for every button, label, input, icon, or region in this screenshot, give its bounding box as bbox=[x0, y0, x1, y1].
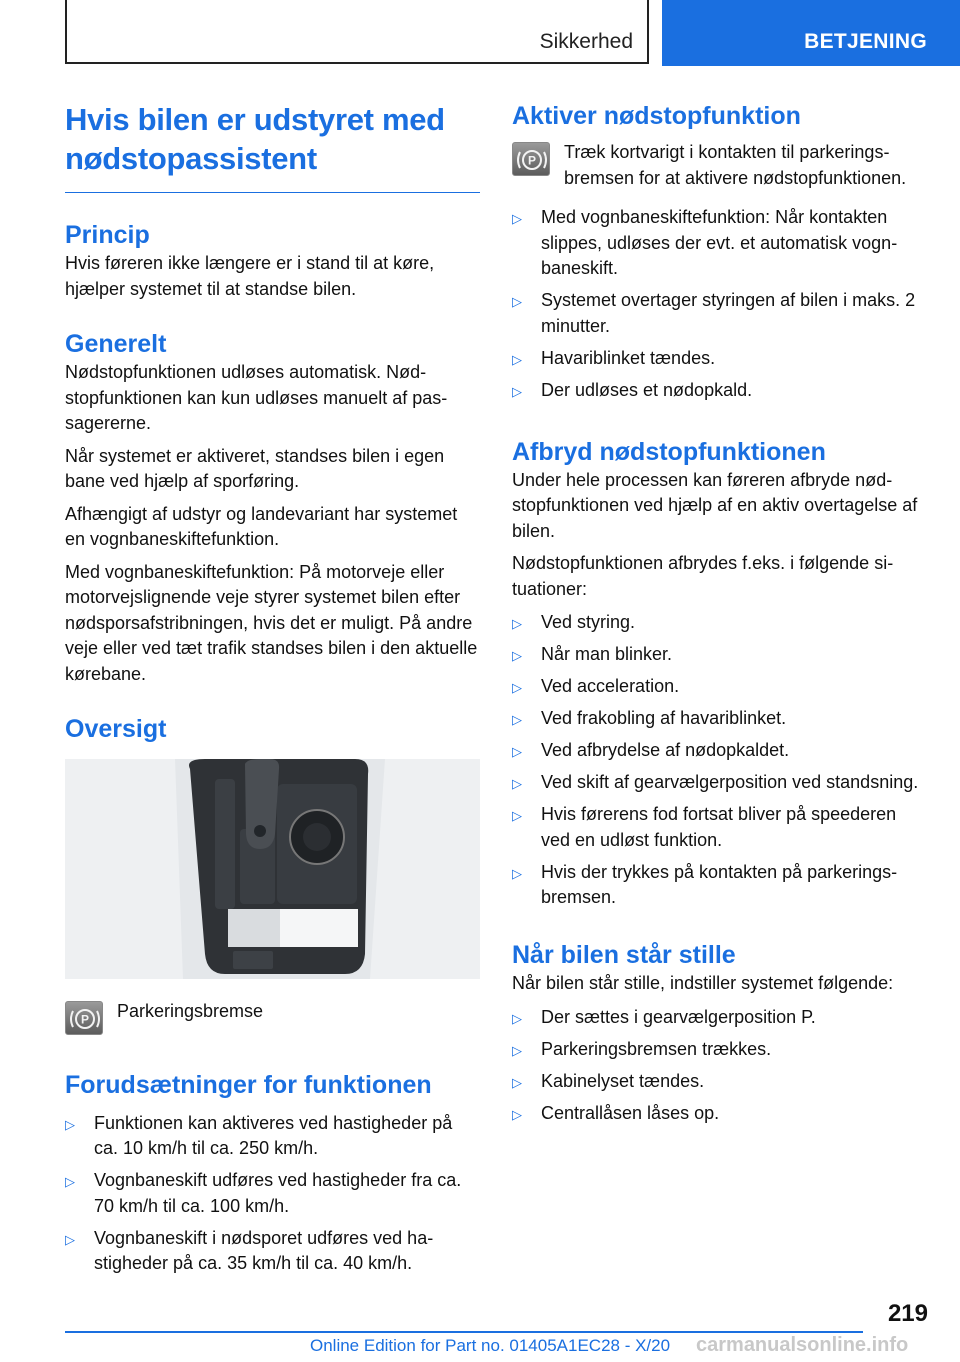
list-item: ▷ Funktionen kan aktiveres ved hastigheder på ca. 10 km/h til ca. 250 km/h. bbox=[65, 1112, 453, 1158]
forudsaetninger-list bbox=[65, 1111, 480, 1277]
right-column bbox=[512, 100, 930, 1133]
page-number: 219 bbox=[887, 1300, 928, 1327]
triangle-bullet-icon: ▷ bbox=[512, 648, 522, 663]
afbryd-heading: Afbryd nødstopfunktionen bbox=[512, 437, 826, 466]
page-title: Hvis bilen er udstyret med nødstopassistent bbox=[65, 102, 445, 176]
generelt-heading: Generelt bbox=[65, 330, 167, 358]
section-tab-label: Sikkerhed bbox=[539, 30, 633, 53]
list-item: ▷ Ved acceleration. bbox=[512, 674, 930, 700]
triangle-bullet-icon: ▷ bbox=[512, 808, 522, 823]
center-console-photo bbox=[65, 759, 480, 979]
edition-text: Online Edition for Part no. 01405A1EC28 - X/20 bbox=[310, 1336, 671, 1355]
parking-brake-icon bbox=[65, 1001, 103, 1035]
triangle-bullet-icon: ▷ bbox=[512, 383, 522, 399]
triangle-bullet-icon: ▷ bbox=[512, 294, 522, 309]
oversigt-heading: Oversigt bbox=[65, 715, 167, 743]
left-column bbox=[65, 100, 480, 1283]
triangle-bullet-icon: ▷ bbox=[512, 1074, 522, 1090]
generelt-paragraph-4: Med vognbaneskiftefunktion: På motorveje eller motorvejslignende veje styrer systemet bilen efter nødsporsafstribningen, hvis det er muligt. På andre veje eller ved tæt trafik standses bilen i den aktuelle kørebane. bbox=[65, 561, 478, 684]
list-item: ▷ Med vognbaneskiftefunktion: Når kontakten slippes, udløses der evt. et automatisk vognbaneskift. bbox=[512, 207, 898, 278]
afbryd-list bbox=[512, 610, 930, 911]
list-item: ▷ Ved styring. bbox=[512, 610, 930, 636]
list-item: ▷ Vognbaneskift i nødsporet udføres ved hastigheder på ca. 35 km/h til ca. 40 km/h. bbox=[65, 1227, 434, 1273]
footer-divider bbox=[65, 1331, 863, 1333]
triangle-bullet-icon: ▷ bbox=[512, 680, 522, 695]
triangle-bullet-icon: ▷ bbox=[512, 744, 522, 759]
triangle-bullet-icon: ▷ bbox=[512, 865, 522, 881]
aktiver-heading: Aktiver nødstopfunktion bbox=[512, 102, 801, 130]
afbryd-paragraph-1: Under hele processen kan føreren afbryde nødstopfunktionen ved hjælp af en aktiv overtagelse af bilen. bbox=[512, 469, 918, 541]
princip-heading: Princip bbox=[65, 221, 150, 249]
aktiver-text: Træk kortvarigt i kontakten til parkeringsbremsen for at aktivere nødstopfunktionen. bbox=[564, 142, 907, 188]
list-item: ▷ Kabinelyset tændes. bbox=[512, 1069, 930, 1095]
svg-text:P: P bbox=[80, 1012, 90, 1027]
triangle-bullet-icon: ▷ bbox=[512, 211, 522, 226]
triangle-bullet-icon: ▷ bbox=[512, 1010, 522, 1026]
list-item: ▷ Vognbaneskift udføres ved hastigheder fra ca. 70 km/h til ca. 100 km/h. bbox=[65, 1170, 462, 1216]
triangle-bullet-icon: ▷ bbox=[512, 776, 522, 791]
triangle-bullet-icon: ▷ bbox=[512, 1042, 522, 1058]
list-item: ▷ Der udløses et nødopkald. bbox=[512, 378, 930, 404]
aktiver-list bbox=[512, 205, 930, 403]
list-item: ▷ Systemet overtager styringen af bilen i maks. 2 minutter. bbox=[512, 290, 916, 336]
generelt-paragraph-1: Nødstopfunktionen udløses automatisk. Nødstopfunktionen kan kun udløses manuelt af passagererne. bbox=[65, 362, 448, 433]
list-item: ▷ Parkeringsbremsen trækkes. bbox=[512, 1037, 930, 1063]
afbryd-paragraph-2: Nødstopfunktionen afbrydes f.eks. i følgende situationer: bbox=[512, 553, 894, 599]
triangle-bullet-icon: ▷ bbox=[65, 1116, 75, 1132]
list-item: ▷ Havariblinket tændes. bbox=[512, 346, 930, 372]
triangle-bullet-icon: ▷ bbox=[512, 351, 522, 367]
triangle-bullet-icon: ▷ bbox=[512, 616, 522, 631]
parking-brake-label: Parkeringsbremse bbox=[117, 1001, 264, 1021]
svg-text:P: P bbox=[527, 153, 537, 168]
center-console-illustration bbox=[65, 759, 480, 979]
triangle-bullet-icon: ▷ bbox=[512, 712, 522, 727]
triangle-bullet-icon: ▷ bbox=[512, 1106, 522, 1122]
list-item: ▷ Hvis der trykkes på kontakten på parkeringsbremsen. bbox=[512, 861, 898, 907]
list-item: ▷ Når man blinker. bbox=[512, 642, 930, 668]
stille-heading: Når bilen står stille bbox=[512, 941, 736, 969]
triangle-bullet-icon: ▷ bbox=[65, 1231, 75, 1247]
list-item: ▷ Hvis førerens fod fortsat bliver på speederen ved en udløst funktion. bbox=[512, 804, 897, 850]
generelt-paragraph-3: Afhængigt af udstyr og landevariant har systemet en vognbaneskiftefunktion. bbox=[65, 503, 458, 549]
list-item: ▷ Centrallåsen låses op. bbox=[512, 1101, 930, 1127]
triangle-bullet-icon: ▷ bbox=[65, 1174, 75, 1189]
list-item: ▷ Ved skift af gearvælgerposition ved standsning. bbox=[512, 770, 930, 796]
section-tab bbox=[65, 0, 649, 64]
chapter-tab-label: BETJENING bbox=[804, 30, 927, 53]
aktiver-instruction bbox=[512, 140, 930, 191]
chapter-tab bbox=[662, 0, 960, 66]
princip-text: Hvis føreren ikke længere er i stand til at køre, hjælper systemet til at standse bilen. bbox=[65, 253, 435, 299]
stille-list bbox=[512, 1005, 930, 1127]
parking-brake-icon bbox=[512, 142, 550, 176]
parking-brake-legend bbox=[65, 999, 480, 1025]
list-item: ▷ Ved frakobling af havariblinket. bbox=[512, 706, 930, 732]
page-header bbox=[0, 0, 960, 66]
list-item: ▷ Ved afbrydelse af nødopkaldet. bbox=[512, 738, 930, 764]
stille-text: Når bilen står stille, indstiller systemet følgende: bbox=[512, 973, 894, 993]
generelt-paragraph-2: Når systemet er aktiveret, standses bilen i egen bane ved hjælp af sporføring. bbox=[65, 445, 445, 491]
list-item: ▷ Der sættes i gearvælgerposition P. bbox=[512, 1005, 930, 1031]
watermark: carmanualsonline.info bbox=[696, 1334, 909, 1356]
forudsaetninger-heading: Forudsætninger for funktionen bbox=[65, 1070, 432, 1099]
